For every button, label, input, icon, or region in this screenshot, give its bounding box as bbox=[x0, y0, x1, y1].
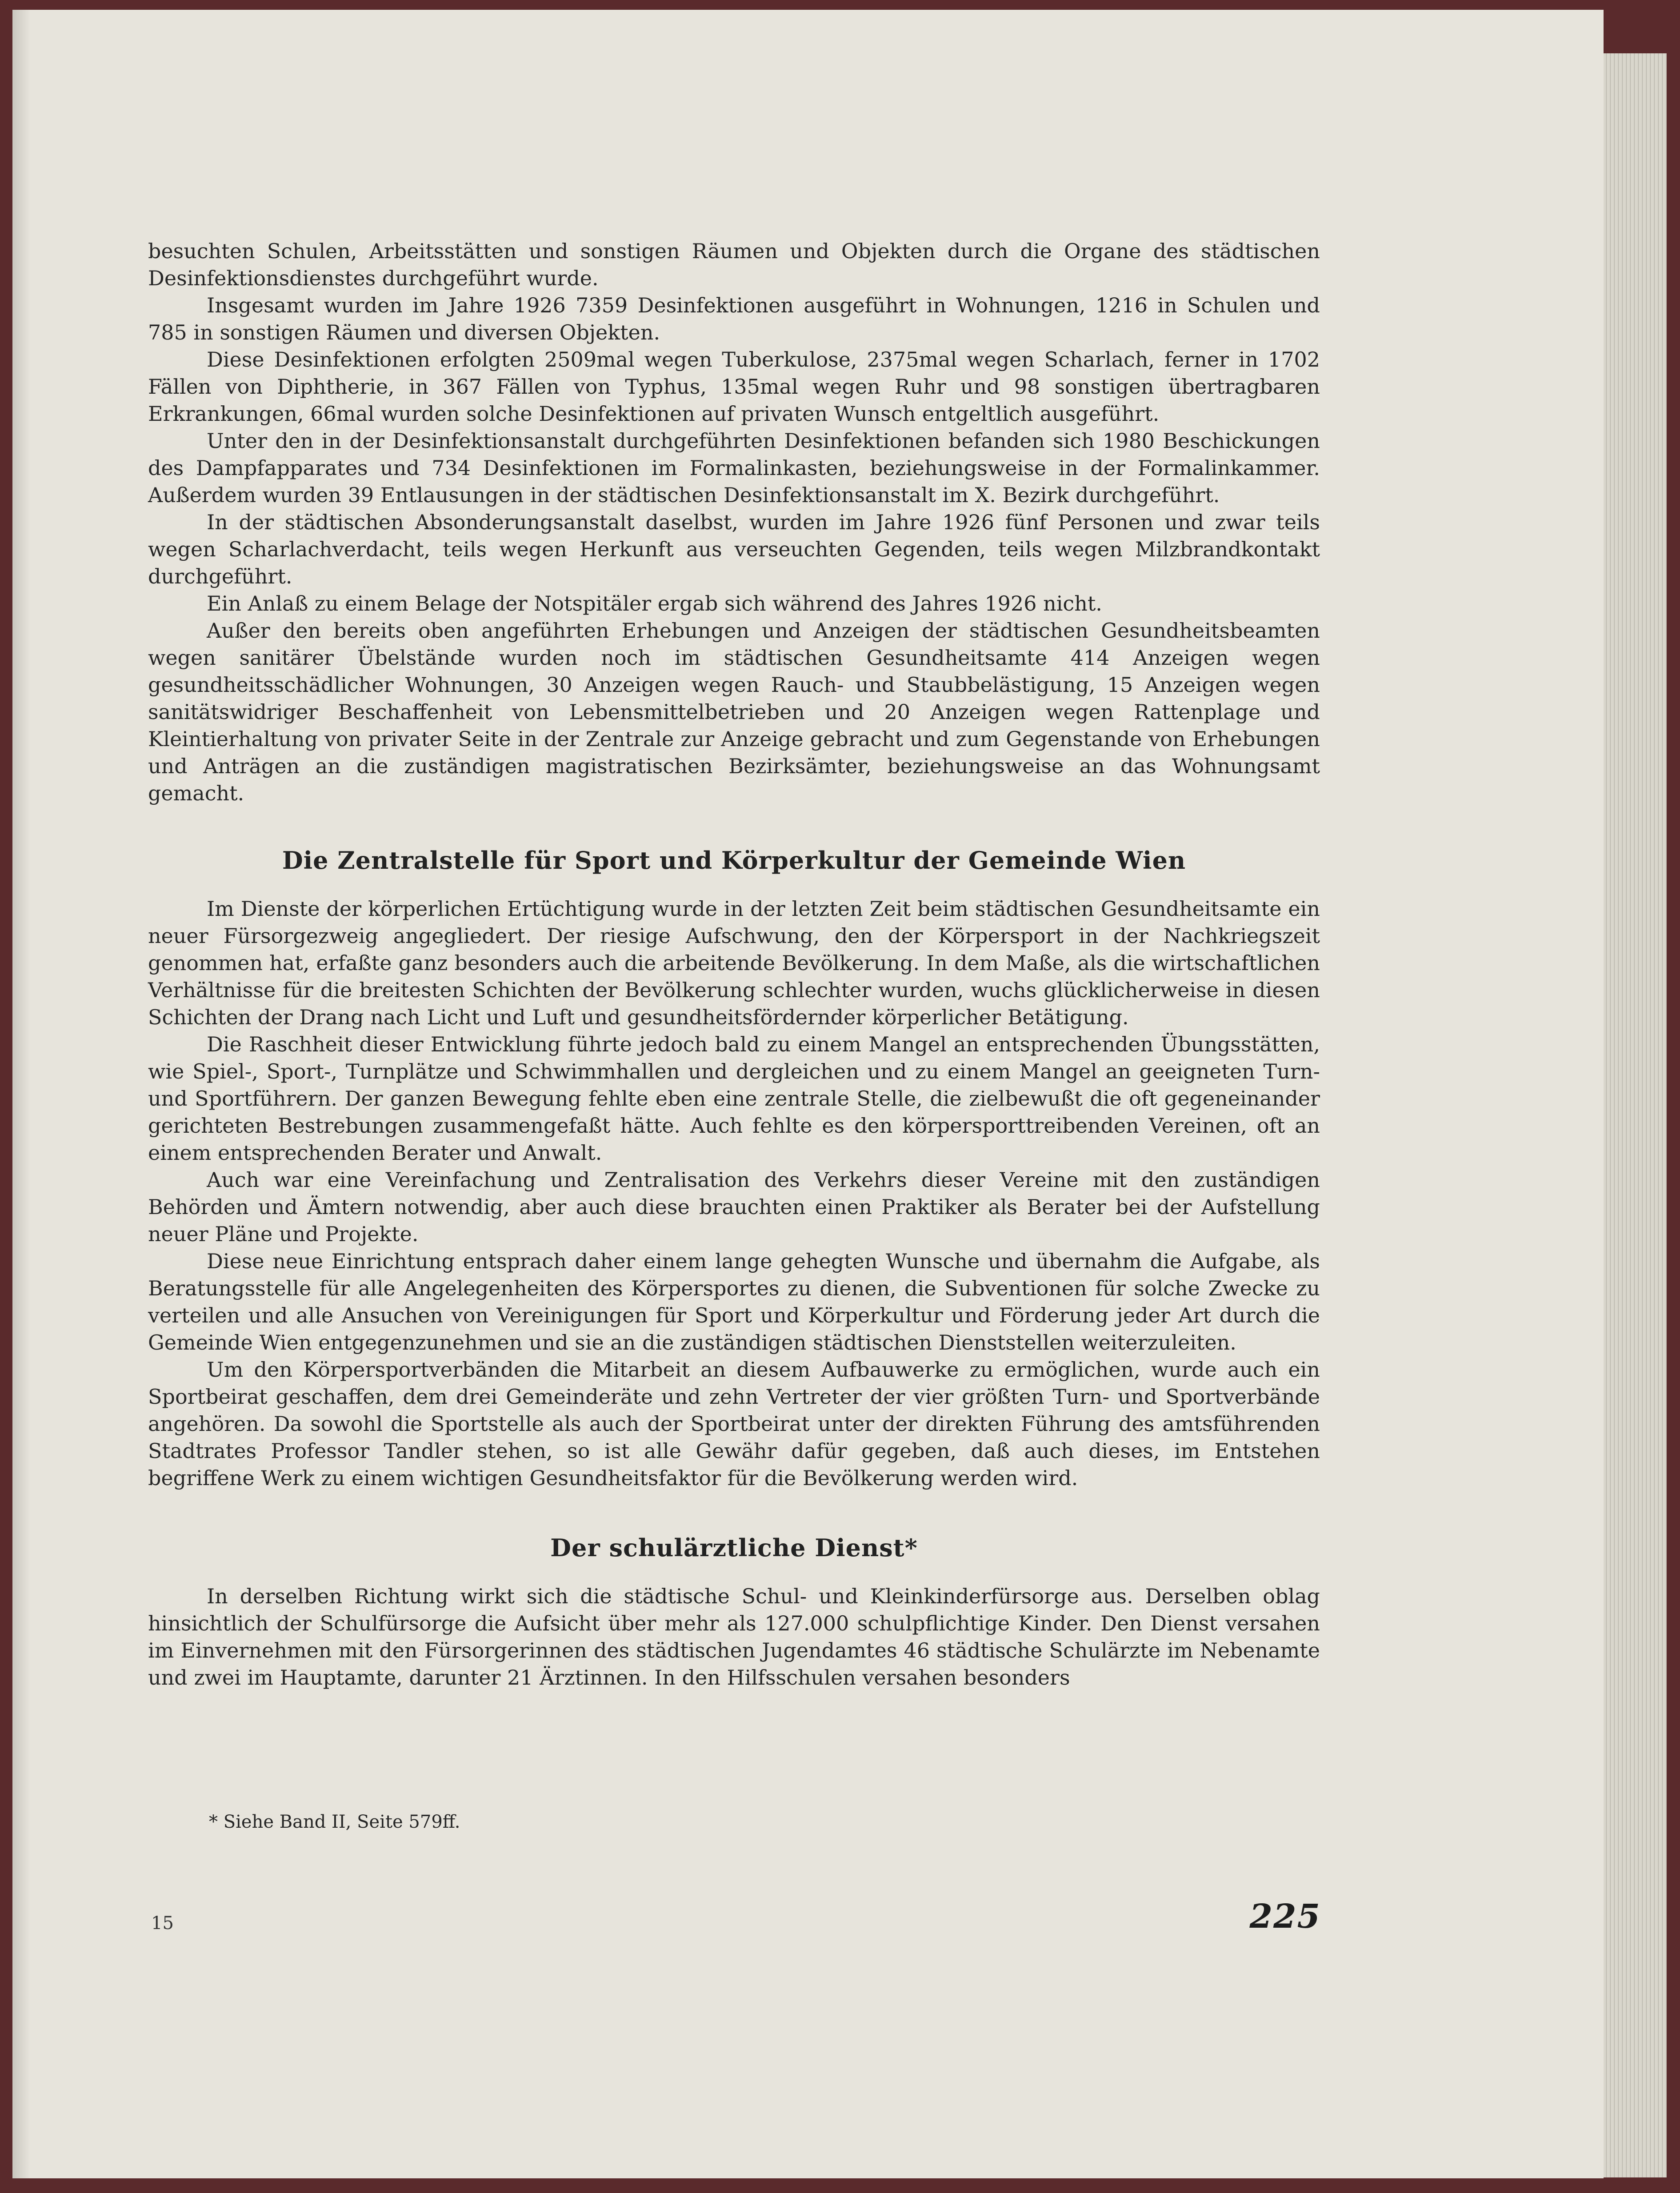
paragraph: In derselben Richtung wirkt sich die städtische Schul- und Kleinkinderfürsorge aus. Derselben oblag hinsichtlich der Schulfürsorge die Aufsicht über mehr als 127.000 schulpflichtige Kinder. Den Dienst versahen im Einvernehmen mit den Fürsorgerinnen des städtischen Jugendamtes 46 städtische Schulärzte im Nebenamte und zwei im Hauptamte, darunter 21 Ärztinnen. In den Hilfsschulen versahen besonders bbox=[148, 1584, 1320, 1690]
paragraph: Außer den bereits oben angeführten Erhebungen und Anzeigen der städtischen Gesundheitsbeamten wegen sanitärer Übelstände wurden noch im städtischen Gesundheitsamte 414 Anzeigen wegen gesundheitsschädlicher Wohnungen, 30 Anzeigen wegen Rauch- und Staubbelästigung, 15 Anzeigen wegen sanitätswidriger Beschaffenheit von Lebensmittelbetrieben und 20 Anzeigen wegen Rattenplage und Kleintierhaltung von privater Seite in der Zentrale zur Anzeige gebracht und zum Gegenstande von Erhebungen und Anträgen an die zuständigen magistratischen Bezirksämter, beziehungsweise an das Wohnungsamt gemacht. bbox=[148, 619, 1320, 805]
section-heading: Der schulärztliche Dienst* bbox=[550, 1534, 918, 1562]
paragraph: Auch war eine Vereinfachung und Zentralisation des Verkehrs dieser Vereine mit den zuständigen Behörden und Ämtern notwendig, aber auch diese brauchten einen Praktiker als Berater bei der Aufstellung neuer Pläne und Projekte. bbox=[148, 1168, 1320, 1246]
text-block bbox=[148, 238, 1320, 1691]
signature-mark: 15 bbox=[151, 1913, 174, 1933]
paragraph: Insgesamt wurden im Jahre 1926 7359 Desinfektionen ausgeführt in Wohnungen, 1216 in Schulen und 785 in sonstigen Räumen und diversen Objekten. bbox=[148, 293, 1320, 344]
page-edges bbox=[1596, 53, 1667, 2177]
section-heading: Die Zentralstelle für Sport und Körperkultur der Gemeinde Wien bbox=[282, 846, 1186, 875]
paragraph: Um den Körpersportverbänden die Mitarbeit an diesem Aufbauwerke zu ermöglichen, wurde auch ein Sportbeirat geschaffen, dem drei Gemeinderäte und zehn Vertreter der vier größten Turn- und Sportverbände angehören. Da sowohl die Sportstelle als auch der Sportbeirat unter der direkten Führung des amtsführenden Stadtrates Professor Tandler stehen, so ist alle Gewähr dafür gegeben, daß auch dieses, im Entstehen begriffene Werk zu einem wichtigen Gesundheitsfaktor für die Bevölkerung werden wird. bbox=[148, 1358, 1320, 1490]
footnote: * Siehe Band II, Seite 579ff. bbox=[209, 1812, 460, 1832]
paragraph: Diese neue Einrichtung entsprach daher einem lange gehegten Wunsche und übernahm die Aufgabe, als Beratungsstelle für alle Angelegenheiten des Körpersportes zu dienen, die Subventionen für solche Zwecke zu verteilen und alle Ansuchen von Vereinigungen für Sport und Körperkultur und Förderung jeder Art durch die Gemeinde Wien entgegenzunehmen und sie an die zuständigen städtischen Dienststellen weiterzuleiten. bbox=[148, 1249, 1320, 1354]
paragraph: Ein Anlaß zu einem Belage der Notspitäler ergab sich während des Jahres 1926 nicht. bbox=[207, 591, 1102, 615]
paragraph: besuchten Schulen, Arbeitsstätten und sonstigen Räumen und Objekten durch die Organe des städtischen Desinfektionsdienstes durchgeführt wurde. bbox=[148, 239, 1320, 290]
paragraph: Unter den in der Desinfektionsanstalt durchgeführten Desinfektionen befanden sich 1980 Beschickungen des Dampfapparates und 734 Desinfektionen im Formalinkasten, beziehungsweise in der Formalinkammer. Außerdem wurden 39 Entlausungen in der städtischen Desinfektionsanstalt im X. Bezirk durchgeführt. bbox=[148, 429, 1320, 507]
paragraph: Diese Desinfektionen erfolgten 2509mal wegen Tuberkulose, 2375mal wegen Scharlach, ferner in 1702 Fällen von Diphtherie, in 367 Fällen von Typhus, 135mal wegen Ruhr und 98 sonstigen übertragbaren Erkrankungen, 66mal wurden solche Desinfektionen auf privaten Wunsch entgeltlich ausgeführt. bbox=[148, 348, 1320, 426]
page-number: 225 bbox=[1249, 1897, 1321, 1936]
page-gutter bbox=[12, 10, 30, 2178]
paragraph: Die Raschheit dieser Entwicklung führte jedoch bald zu einem Mangel an entsprechenden Übungsstätten, wie Spiel-, Sport-, Turnplätze und Schwimmhallen und dergleichen und zu einem Mangel an geeigneten Turn- und Sportführern. Der ganzen Bewegung fehlte eben eine zentrale Stelle, die zielbewußt die oft gegeneinander gerichteten Bestrebungen zusammengefaßt hätte. Auch fehlte es den körpersporttreibenden Vereinen, oft an einem entsprechenden Berater und Anwalt. bbox=[148, 1032, 1320, 1165]
paragraph: In der städtischen Absonderungsanstalt daselbst, wurden im Jahre 1926 fünf Personen und zwar teils wegen Scharlachverdacht, teils wegen Herkunft aus verseuchten Gegenden, teils wegen Milzbrandkontakt durchgeführt. bbox=[148, 510, 1320, 588]
paragraph: Im Dienste der körperlichen Ertüchtigung wurde in der letzten Zeit beim städtischen Gesundheitsamte ein neuer Fürsorgezweig angegliedert. Der riesige Aufschwung, den der Körpersport in der Nachkriegszeit genommen hat, erfaßte ganz besonders auch die arbeitende Bevölkerung. In dem Maße, als die wirtschaftlichen Verhältnisse für die breitesten Schichten der Bevölkerung schlechter wurden, wuchs glücklicherweise in diesen Schichten der Drang nach Licht und Luft und gesundheitsfördernder körperlicher Betätigung. bbox=[148, 897, 1320, 1029]
